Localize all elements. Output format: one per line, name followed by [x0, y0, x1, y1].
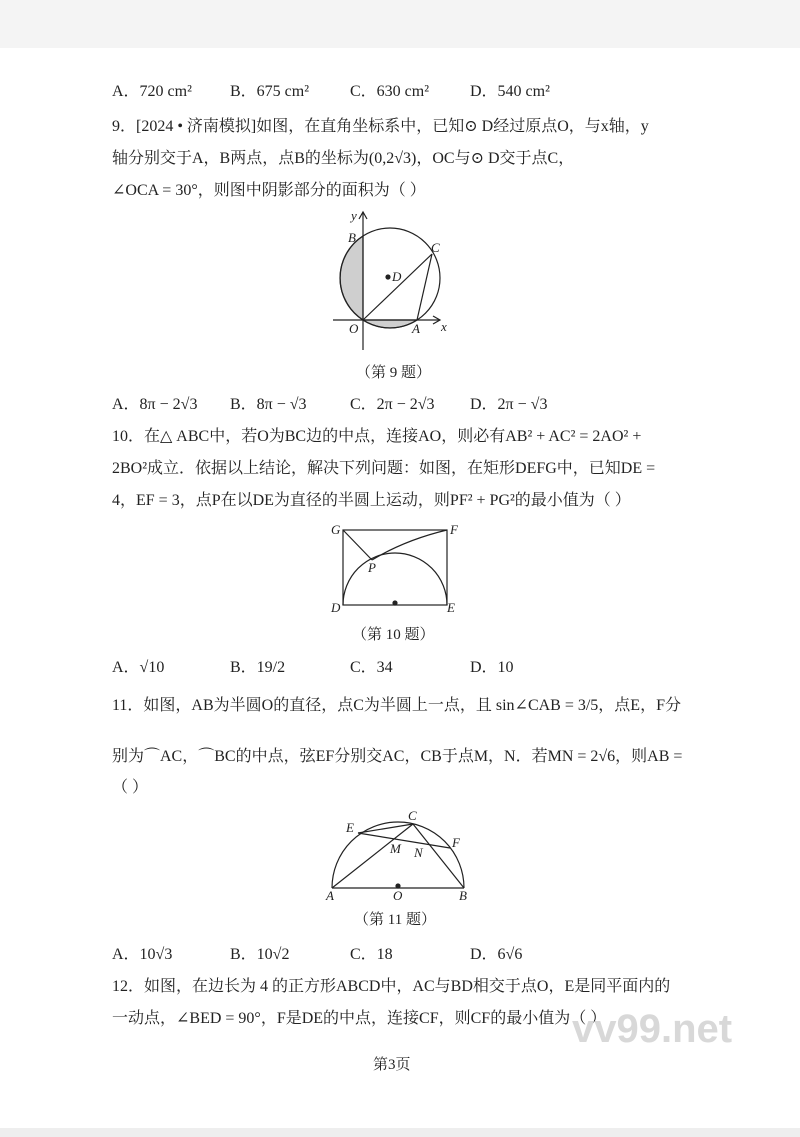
- q12-line-2: 一动点，∠BED = 90°，F是DE的中点，连接CF，则CF的最小值为（ ）: [112, 1010, 607, 1027]
- label-x: x: [441, 319, 447, 334]
- q9-option-d: D．2π − √3: [470, 396, 548, 413]
- q9-option-b: B．8π − √3: [230, 396, 307, 413]
- watermark: vv99.net: [572, 1007, 733, 1051]
- label-d: D: [331, 600, 341, 615]
- label-f: F: [450, 522, 458, 537]
- label-f: F: [452, 835, 460, 850]
- q11-option-a: A．10√3: [112, 946, 173, 963]
- q11-line-3: （ ）: [112, 779, 149, 796]
- q10-option-d: D．10: [470, 659, 514, 676]
- figure-q9: [333, 208, 447, 350]
- label-c: C: [408, 808, 417, 823]
- midpoint-de: [393, 601, 397, 605]
- q10-line-3: 4，EF = 3，点P在以DE为直径的半圆上运动，则PF² + PG²的最小值为（ ）: [112, 492, 631, 509]
- q8-option-b: B．675 cm²: [230, 83, 310, 100]
- q9-option-a: A．8π − 2√3: [112, 396, 198, 413]
- label-a: A: [412, 321, 420, 336]
- label-o: O: [349, 321, 359, 336]
- label-d: D: [392, 269, 402, 284]
- segment-ca: [417, 254, 432, 320]
- label-b: B: [459, 888, 467, 903]
- q10-line-2: 2BO²成立．依据以上结论，解决下列问题：如图，在矩形DEFG中，已知DE =: [112, 460, 656, 477]
- label-p: P: [368, 560, 376, 575]
- label-o: O: [393, 888, 403, 903]
- q10-option-a: A．√10: [112, 659, 165, 676]
- segment-gp: [343, 530, 372, 560]
- shaded-segment-left: [340, 236, 363, 320]
- label-n: N: [414, 845, 423, 860]
- figure-q10: [330, 522, 459, 615]
- label-e: E: [346, 820, 354, 835]
- point-d: [386, 275, 390, 279]
- q9-line-2: 轴分别交于A，B两点，点B的坐标为(0,2√3)，OC与⊙ D交于点C，: [112, 150, 575, 167]
- label-a: A: [326, 888, 334, 903]
- label-e: E: [447, 600, 455, 615]
- segment-ac: [332, 824, 413, 888]
- q11-line-2: 别为⌒AC，⌒BC的中点，弦EF分别交AC，CB于点M，N．若MN = 2√6，则AB =: [112, 748, 683, 765]
- semicircle-de: [343, 553, 447, 605]
- q8-option-d: D．540 cm²: [470, 83, 550, 100]
- q10-option-c: C．34: [350, 659, 393, 676]
- segment-oc: [363, 254, 432, 320]
- q8-option-a: A．720 cm²: [112, 83, 192, 100]
- q12-line-1: 12．如图，在边长为 4 的正方形ABCD中，AC与BD相交于点O，E是同平面内的: [112, 978, 671, 995]
- q11-option-c: C．18: [350, 946, 393, 963]
- q11-line-1: 11．如图，AB为半圆O的直径，点C为半圆上一点，且 sin∠CAB = 3/5，点E，F分: [112, 697, 681, 714]
- label-b: B: [348, 230, 356, 245]
- q11-caption: （第 11 题）: [354, 912, 436, 928]
- q9-option-c: C．2π − 2√3: [350, 396, 435, 413]
- q9-caption: （第 9 题）: [356, 365, 432, 381]
- q11-option-b: B．10√2: [230, 946, 290, 963]
- segment-ec: [358, 824, 413, 833]
- label-c: C: [431, 240, 440, 255]
- label-m: M: [390, 841, 401, 856]
- q9-line-1: 9．[2024 • 济南模拟]如图，在直角坐标系中，已知⊙ D经过原点O，与x轴，y: [112, 118, 649, 135]
- q11-option-d: D．6√6: [470, 946, 523, 963]
- label-y: y: [351, 208, 357, 223]
- figure-q11: [325, 808, 467, 903]
- chord-ef: [358, 833, 450, 848]
- q10-caption: （第 10 题）: [352, 627, 435, 643]
- label-g: G: [331, 522, 341, 537]
- page-number: 第3页: [373, 1057, 411, 1073]
- q9-line-3: ∠OCA = 30°，则图中阴影部分的面积为（ ）: [112, 182, 426, 199]
- q8-option-c: C．630 cm²: [350, 83, 430, 100]
- q10-option-b: B．19/2: [230, 659, 286, 676]
- q10-line-1: 10．在△ ABC中，若O为BC边的中点，连接AO，则必有AB² + AC² = 2AO² +: [112, 428, 642, 445]
